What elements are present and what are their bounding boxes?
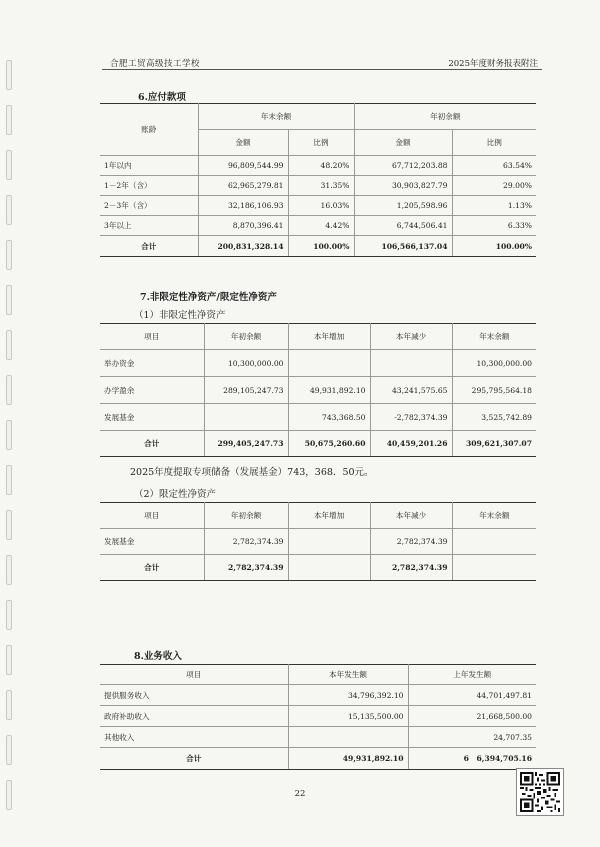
cell-end: 10,300,000.00 xyxy=(452,350,536,377)
cell-item: 提供服务收入 xyxy=(100,685,288,706)
cell-current xyxy=(288,727,408,748)
col-header-item: 项目 xyxy=(100,503,204,529)
payables-section-title: 6.应付款项 xyxy=(138,92,186,103)
col-header-ratio: 比例 xyxy=(288,130,354,156)
table-row xyxy=(100,404,536,431)
table-row xyxy=(100,196,536,216)
cell-begin: 2,782,374.39 xyxy=(204,555,288,581)
cell-end-ratio: 4.42% xyxy=(288,216,354,236)
binding-hole xyxy=(6,195,12,225)
cell-end-amount: 8,870,396.41 xyxy=(198,216,288,236)
page-number: 22 xyxy=(294,789,306,799)
cell-decrease: 2,782,374.39 xyxy=(370,529,452,555)
cell-item: 办学盈余 xyxy=(100,377,204,404)
cell-begin-ratio: 63.54% xyxy=(452,156,536,176)
cell-item: 发展基金 xyxy=(100,404,204,431)
cell-end xyxy=(452,555,536,581)
cell-increase: 49,931,892.10 xyxy=(288,377,370,404)
cell-end: 309,621,307.07 xyxy=(452,431,536,457)
cell-end-ratio: 31.35% xyxy=(288,176,354,196)
cell-current: 34,796,392.10 xyxy=(288,685,408,706)
cell-begin-ratio: 6.33% xyxy=(452,216,536,236)
binding-hole xyxy=(6,150,12,180)
table-row xyxy=(100,156,536,176)
binding-hole xyxy=(6,600,12,630)
cell-item: 其他收入 xyxy=(100,727,288,748)
cell-increase xyxy=(288,350,370,377)
cell-decrease: 43,241,575.65 xyxy=(370,377,452,404)
binding-hole xyxy=(6,555,12,585)
cell-current: 15,135,500.00 xyxy=(288,706,408,727)
cell-total-label: 合计 xyxy=(100,431,204,457)
table-total-row xyxy=(100,748,536,770)
restricted-subtitle: （2）限定性净资产 xyxy=(134,489,217,500)
cell-prior: 44,701,497.81 xyxy=(408,685,536,706)
cell-end: 3,525,742.89 xyxy=(452,404,536,431)
table-header-row xyxy=(100,503,536,529)
restricted-table xyxy=(100,502,536,581)
table-row xyxy=(100,685,536,706)
group-header-begin: 年初余额 xyxy=(354,104,536,130)
table-row xyxy=(100,377,536,404)
header-rule xyxy=(102,69,542,70)
revenue-section-title: 8.业务收入 xyxy=(134,651,182,662)
col-header-amount: 金额 xyxy=(198,130,288,156)
col-header-decrease: 本年减少 xyxy=(370,503,452,529)
table-header-row xyxy=(100,665,536,685)
col-header-current: 本年发生额 xyxy=(288,665,408,685)
cell-total-label: 合计 xyxy=(100,236,198,257)
cell-age: 1－2年（含） xyxy=(100,176,198,196)
cell-end-amount: 32,186,106.93 xyxy=(198,196,288,216)
table-total-row xyxy=(100,431,536,457)
cell-decrease: 40,459,201.26 xyxy=(370,431,452,457)
cell-begin-amount: 30,903,827.79 xyxy=(354,176,452,196)
col-header-end: 年末余额 xyxy=(452,503,536,529)
cell-current: 49,931,892.10 xyxy=(288,748,408,770)
cell-decrease: -2,782,374.39 xyxy=(370,404,452,431)
cell-begin: 2,782,374.39 xyxy=(204,529,288,555)
col-header-end: 年末余额 xyxy=(452,324,536,350)
table-row xyxy=(100,176,536,196)
cell-prior: 6 6,394,705.16 xyxy=(408,748,536,770)
col-header-begin: 年初余额 xyxy=(204,324,288,350)
cell-begin-amount: 67,712,203.88 xyxy=(354,156,452,176)
revenue-table xyxy=(100,664,536,770)
binding-hole xyxy=(6,240,12,270)
cell-begin xyxy=(204,404,288,431)
group-header-end: 年末余额 xyxy=(198,104,354,130)
cell-begin-amount: 106,566,137.04 xyxy=(354,236,452,257)
binding-hole xyxy=(6,645,12,675)
cell-increase: 743,368.50 xyxy=(288,404,370,431)
cell-begin-ratio: 1.13% xyxy=(452,196,536,216)
col-header-prior: 上年发生额 xyxy=(408,665,536,685)
col-header-amount: 金额 xyxy=(354,130,452,156)
col-header-ratio: 比例 xyxy=(452,130,536,156)
cell-end-ratio: 100.00% xyxy=(288,236,354,257)
cell-begin-ratio: 100.00% xyxy=(452,236,536,257)
binding-hole xyxy=(6,105,12,135)
cell-age: 3年以上 xyxy=(100,216,198,236)
cell-begin: 299,405,247.73 xyxy=(204,431,288,457)
school-name: 合肥工贸高级技工学校 xyxy=(110,59,201,69)
col-header-increase: 本年增加 xyxy=(288,503,370,529)
cell-increase xyxy=(288,529,370,555)
binding-hole xyxy=(6,690,12,720)
cell-begin: 289,105,247.73 xyxy=(204,377,288,404)
cell-begin-ratio: 29.00% xyxy=(452,176,536,196)
col-header-begin: 年初余额 xyxy=(204,503,288,529)
cell-age: 1年以内 xyxy=(100,156,198,176)
binding-hole xyxy=(6,510,12,540)
col-header-item: 项目 xyxy=(100,665,288,685)
binding-hole xyxy=(6,465,12,495)
binding-hole xyxy=(6,420,12,450)
dev-fund-note: 2025年度提取专项储备（发展基金）743，368．50元。 xyxy=(130,467,374,478)
cell-increase xyxy=(288,555,370,581)
table-row xyxy=(100,706,536,727)
table-header-row xyxy=(100,324,536,350)
cell-end-amount: 62,965,279.81 xyxy=(198,176,288,196)
report-title: 2025年度财务报表附注 xyxy=(448,59,538,69)
binding-hole xyxy=(6,285,12,315)
table-row xyxy=(100,350,536,377)
unrestricted-table xyxy=(100,323,536,457)
cell-item: 政府补助收入 xyxy=(100,706,288,727)
table-total-row xyxy=(100,555,536,581)
cell-increase: 50,675,260.60 xyxy=(288,431,370,457)
cell-total-label: 合计 xyxy=(100,748,288,770)
col-header-increase: 本年增加 xyxy=(288,324,370,350)
binding-hole xyxy=(6,60,12,90)
binding-hole xyxy=(6,330,12,360)
col-header-item: 项目 xyxy=(100,324,204,350)
cell-prior: 21,668,500.00 xyxy=(408,706,536,727)
cell-prior: 24,707.35 xyxy=(408,727,536,748)
qr-code xyxy=(516,768,564,816)
table-header-row xyxy=(100,104,536,130)
cell-decrease xyxy=(370,350,452,377)
payables-table xyxy=(100,103,536,257)
table-row xyxy=(100,216,536,236)
qr-code-icon xyxy=(520,772,560,812)
col-header-decrease: 本年减少 xyxy=(370,324,452,350)
col-header-age: 账龄 xyxy=(100,104,198,156)
cell-item: 发展基金 xyxy=(100,529,204,555)
cell-end-ratio: 16.03% xyxy=(288,196,354,216)
cell-end-amount: 200,831,328.14 xyxy=(198,236,288,257)
binding-hole xyxy=(6,375,12,405)
table-row xyxy=(100,727,536,748)
cell-item: 举办资金 xyxy=(100,350,204,377)
cell-end: 295,795,564.18 xyxy=(452,377,536,404)
cell-end xyxy=(452,529,536,555)
cell-age: 2－3年（含） xyxy=(100,196,198,216)
cell-end-amount: 96,809,544.99 xyxy=(198,156,288,176)
cell-end-ratio: 48.20% xyxy=(288,156,354,176)
table-row xyxy=(100,529,536,555)
table-total-row xyxy=(100,236,536,257)
cell-begin-amount: 1,205,598.96 xyxy=(354,196,452,216)
unrestricted-subtitle: （1）非限定性净资产 xyxy=(134,310,226,321)
binding-hole xyxy=(6,735,12,765)
cell-total-label: 合计 xyxy=(100,555,204,581)
cell-begin-amount: 6,744,506.41 xyxy=(354,216,452,236)
cell-decrease: 2,782,374.39 xyxy=(370,555,452,581)
cell-begin: 10,300,000.00 xyxy=(204,350,288,377)
net-assets-section-title: 7.非限定性净资产/限定性净资产 xyxy=(140,292,277,303)
